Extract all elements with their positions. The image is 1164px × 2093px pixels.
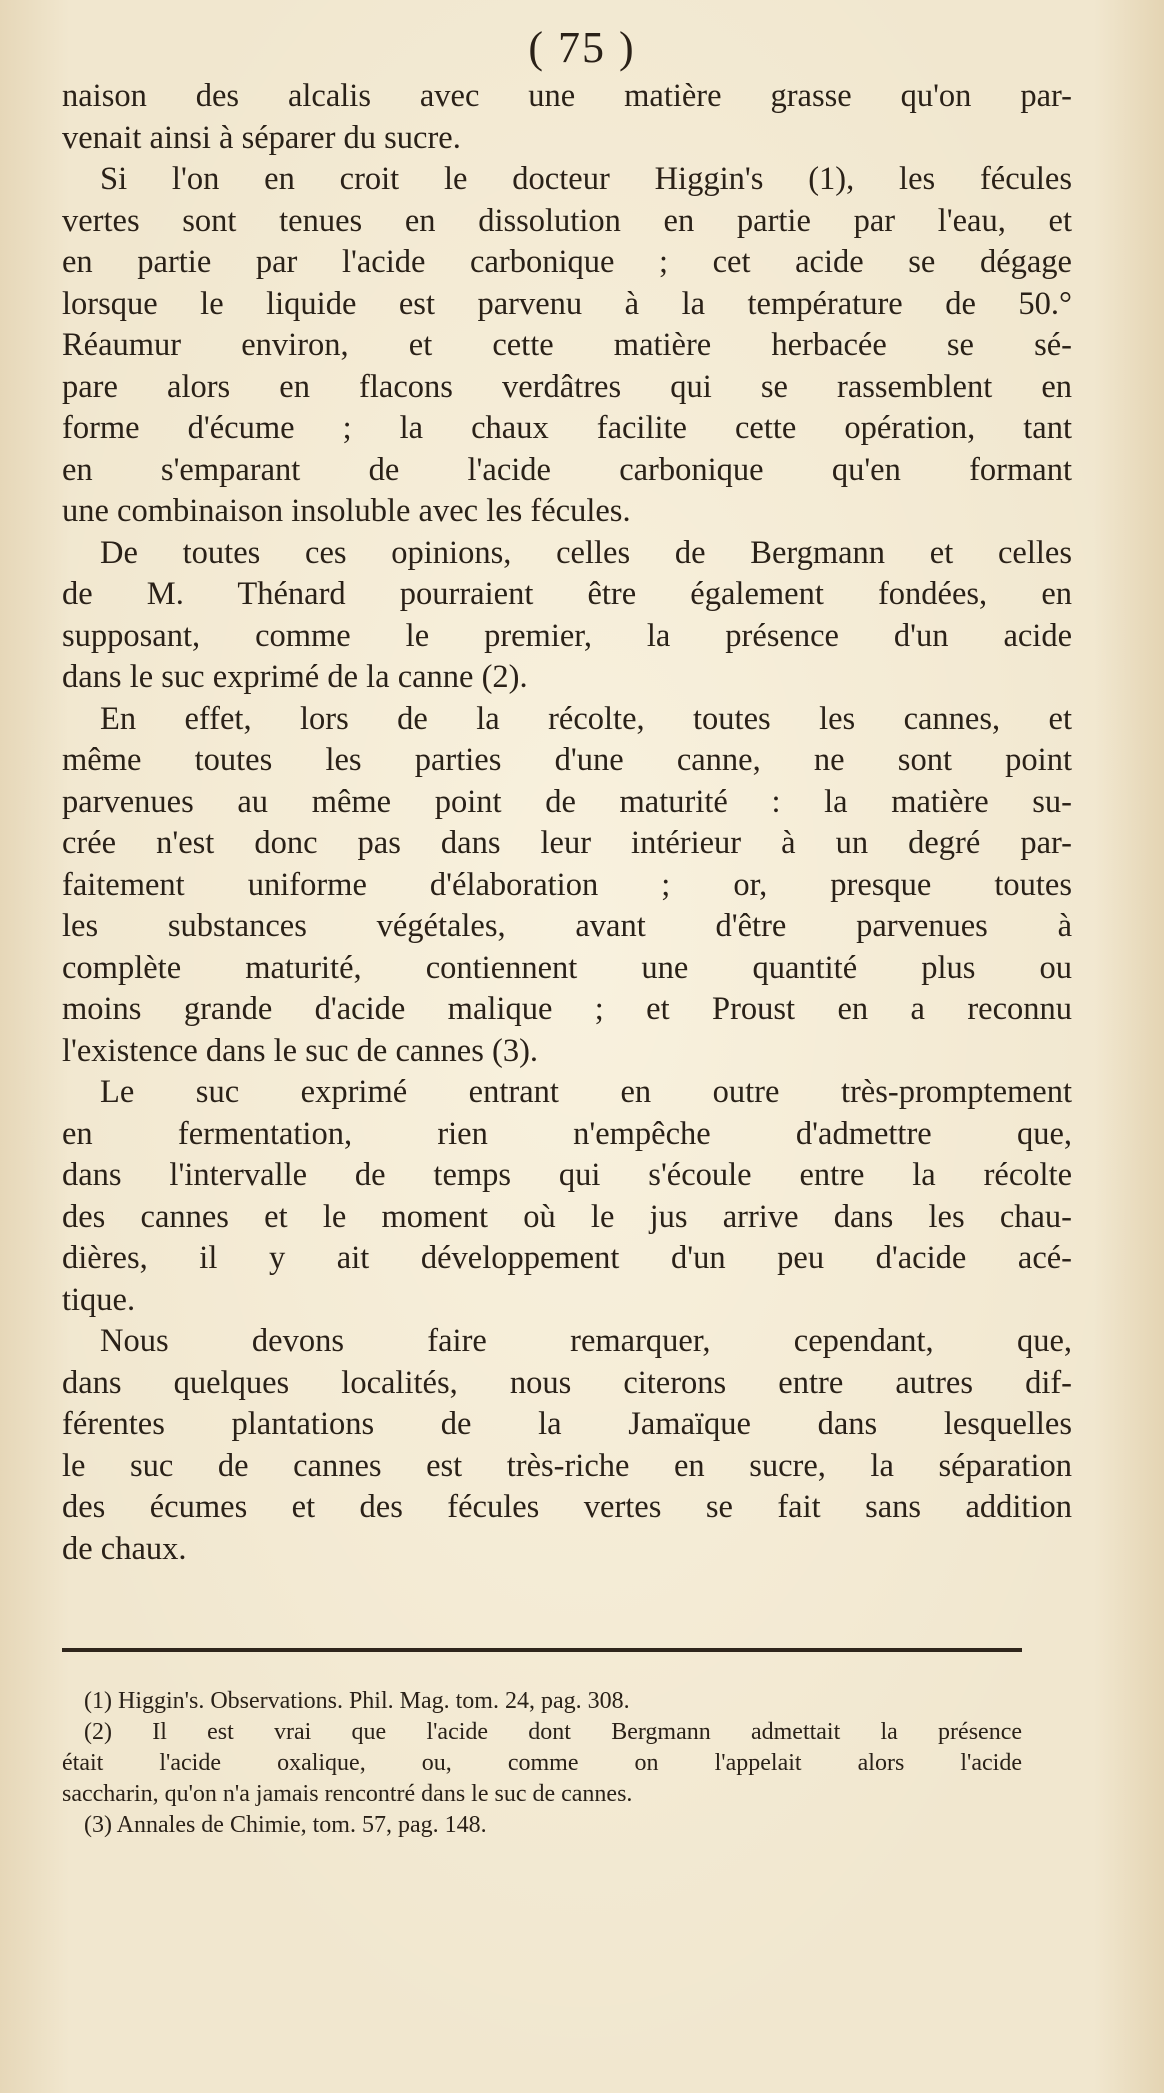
text-line: en fermentation, rien n'empêche d'admettre que, — [62, 1115, 1072, 1152]
paragraph — [62, 76, 1072, 159]
page-number: ( 75 ) — [528, 23, 636, 72]
text-line: naison des alcalis avec une matière grasse qu'on par- — [62, 78, 1072, 114]
main-text — [62, 76, 1072, 1570]
text-line: lorsque le liquide est parvenu à la température de 50.° — [62, 285, 1072, 322]
text-line: pare alors en flacons verdâtres qui se rassemblent en — [62, 368, 1072, 405]
text-line: tique. — [62, 1281, 136, 1318]
paragraph — [62, 699, 1072, 1073]
text-line: dans l'intervalle de temps qui s'écoule entre la récolte — [62, 1157, 1072, 1193]
text-line: supposant, comme le premier, la présence d'un acide — [62, 617, 1072, 654]
text-line: En effet, lors de la récolte, toutes les cannes, et — [100, 700, 1072, 737]
text-line: les substances végétales, avant d'être parvenues à — [62, 908, 1072, 944]
text-line: Nous devons faire remarquer, cependant, que, — [100, 1323, 1072, 1359]
text-line: une combinaison insoluble avec les fécules. — [62, 493, 631, 529]
footnote-2 — [62, 1717, 1022, 1810]
footnote-divider — [62, 1648, 1022, 1652]
text-line: Si l'on en croit le docteur Higgin's (1), les fécules — [100, 161, 1072, 197]
text-line: venait ainsi à séparer du sucre. — [62, 119, 461, 156]
text-line: des écumes et des fécules vertes se fait sans addition — [62, 1489, 1072, 1525]
text-line: parvenues au même point de maturité : la matière su- — [62, 783, 1072, 820]
text-line: férentes plantations de la Jamaïque dans lesquelles — [62, 1406, 1072, 1442]
text-line: forme d'écume ; la chaux facilite cette opération, tant — [62, 410, 1072, 446]
paragraph — [62, 533, 1072, 699]
text-line: le suc de cannes est très-riche en sucre, la séparation — [62, 1447, 1072, 1484]
text-line: crée n'est donc pas dans leur intérieur à un degré par- — [62, 825, 1072, 861]
text-line: en s'emparant de l'acide carbonique qu'en formant — [62, 451, 1072, 488]
paragraph — [62, 1072, 1072, 1321]
text-line: Réaumur environ, et cette matière herbacée se sé- — [62, 327, 1072, 363]
text-line: en partie par l'acide carbonique ; cet acide se dégage — [62, 244, 1072, 280]
text-line: dières, il y ait développement d'un peu d'acide acé- — [62, 1240, 1072, 1276]
text-line: vertes sont tenues en dissolution en partie par l'eau, et — [62, 202, 1072, 239]
text-line: dans le suc exprimé de la canne (2). — [62, 659, 528, 695]
text-line: De toutes ces opinions, celles de Bergmann et celles — [100, 534, 1072, 571]
text-line: complète maturité, contiennent une quantité plus ou — [62, 949, 1072, 986]
footnote-line: (1) Higgin's. Observations. Phil. Mag. tom. 24, pag. 308. — [84, 1688, 630, 1714]
text-line: moins grande d'acide malique ; et Proust en a reconnu — [62, 991, 1072, 1027]
footnotes — [62, 1686, 1022, 1841]
footnote-1 — [62, 1686, 1022, 1717]
footnote-line: (3) Annales de Chimie, tom. 57, pag. 148. — [84, 1812, 487, 1838]
footnote-line: saccharin, qu'on n'a jamais rencontré dans le suc de cannes. — [62, 1781, 633, 1807]
text-line: même toutes les parties d'une canne, ne sont point — [62, 742, 1072, 778]
footnote-3 — [62, 1810, 1022, 1841]
text-line: dans quelques localités, nous citerons entre autres dif- — [62, 1364, 1072, 1401]
text-line: Le suc exprimé entrant en outre très-promptement — [100, 1074, 1072, 1110]
text-line: des cannes et le moment où le jus arrive dans les chau- — [62, 1198, 1072, 1235]
footnote-line: (2) Il est vrai que l'acide dont Bergmann admettait la présence — [84, 1719, 1022, 1745]
paragraph — [62, 159, 1072, 533]
footnote-line: était l'acide oxalique, ou, comme on l'appelait alors l'acide — [62, 1750, 1022, 1776]
text-line: l'existence dans le suc de cannes (3). — [62, 1032, 539, 1069]
paragraph — [62, 1321, 1072, 1570]
text-line: faitement uniforme d'élaboration ; or, presque toutes — [62, 866, 1072, 903]
text-line: de M. Thénard pourraient être également fondées, en — [62, 576, 1072, 612]
text-line: de chaux. — [62, 1530, 187, 1567]
